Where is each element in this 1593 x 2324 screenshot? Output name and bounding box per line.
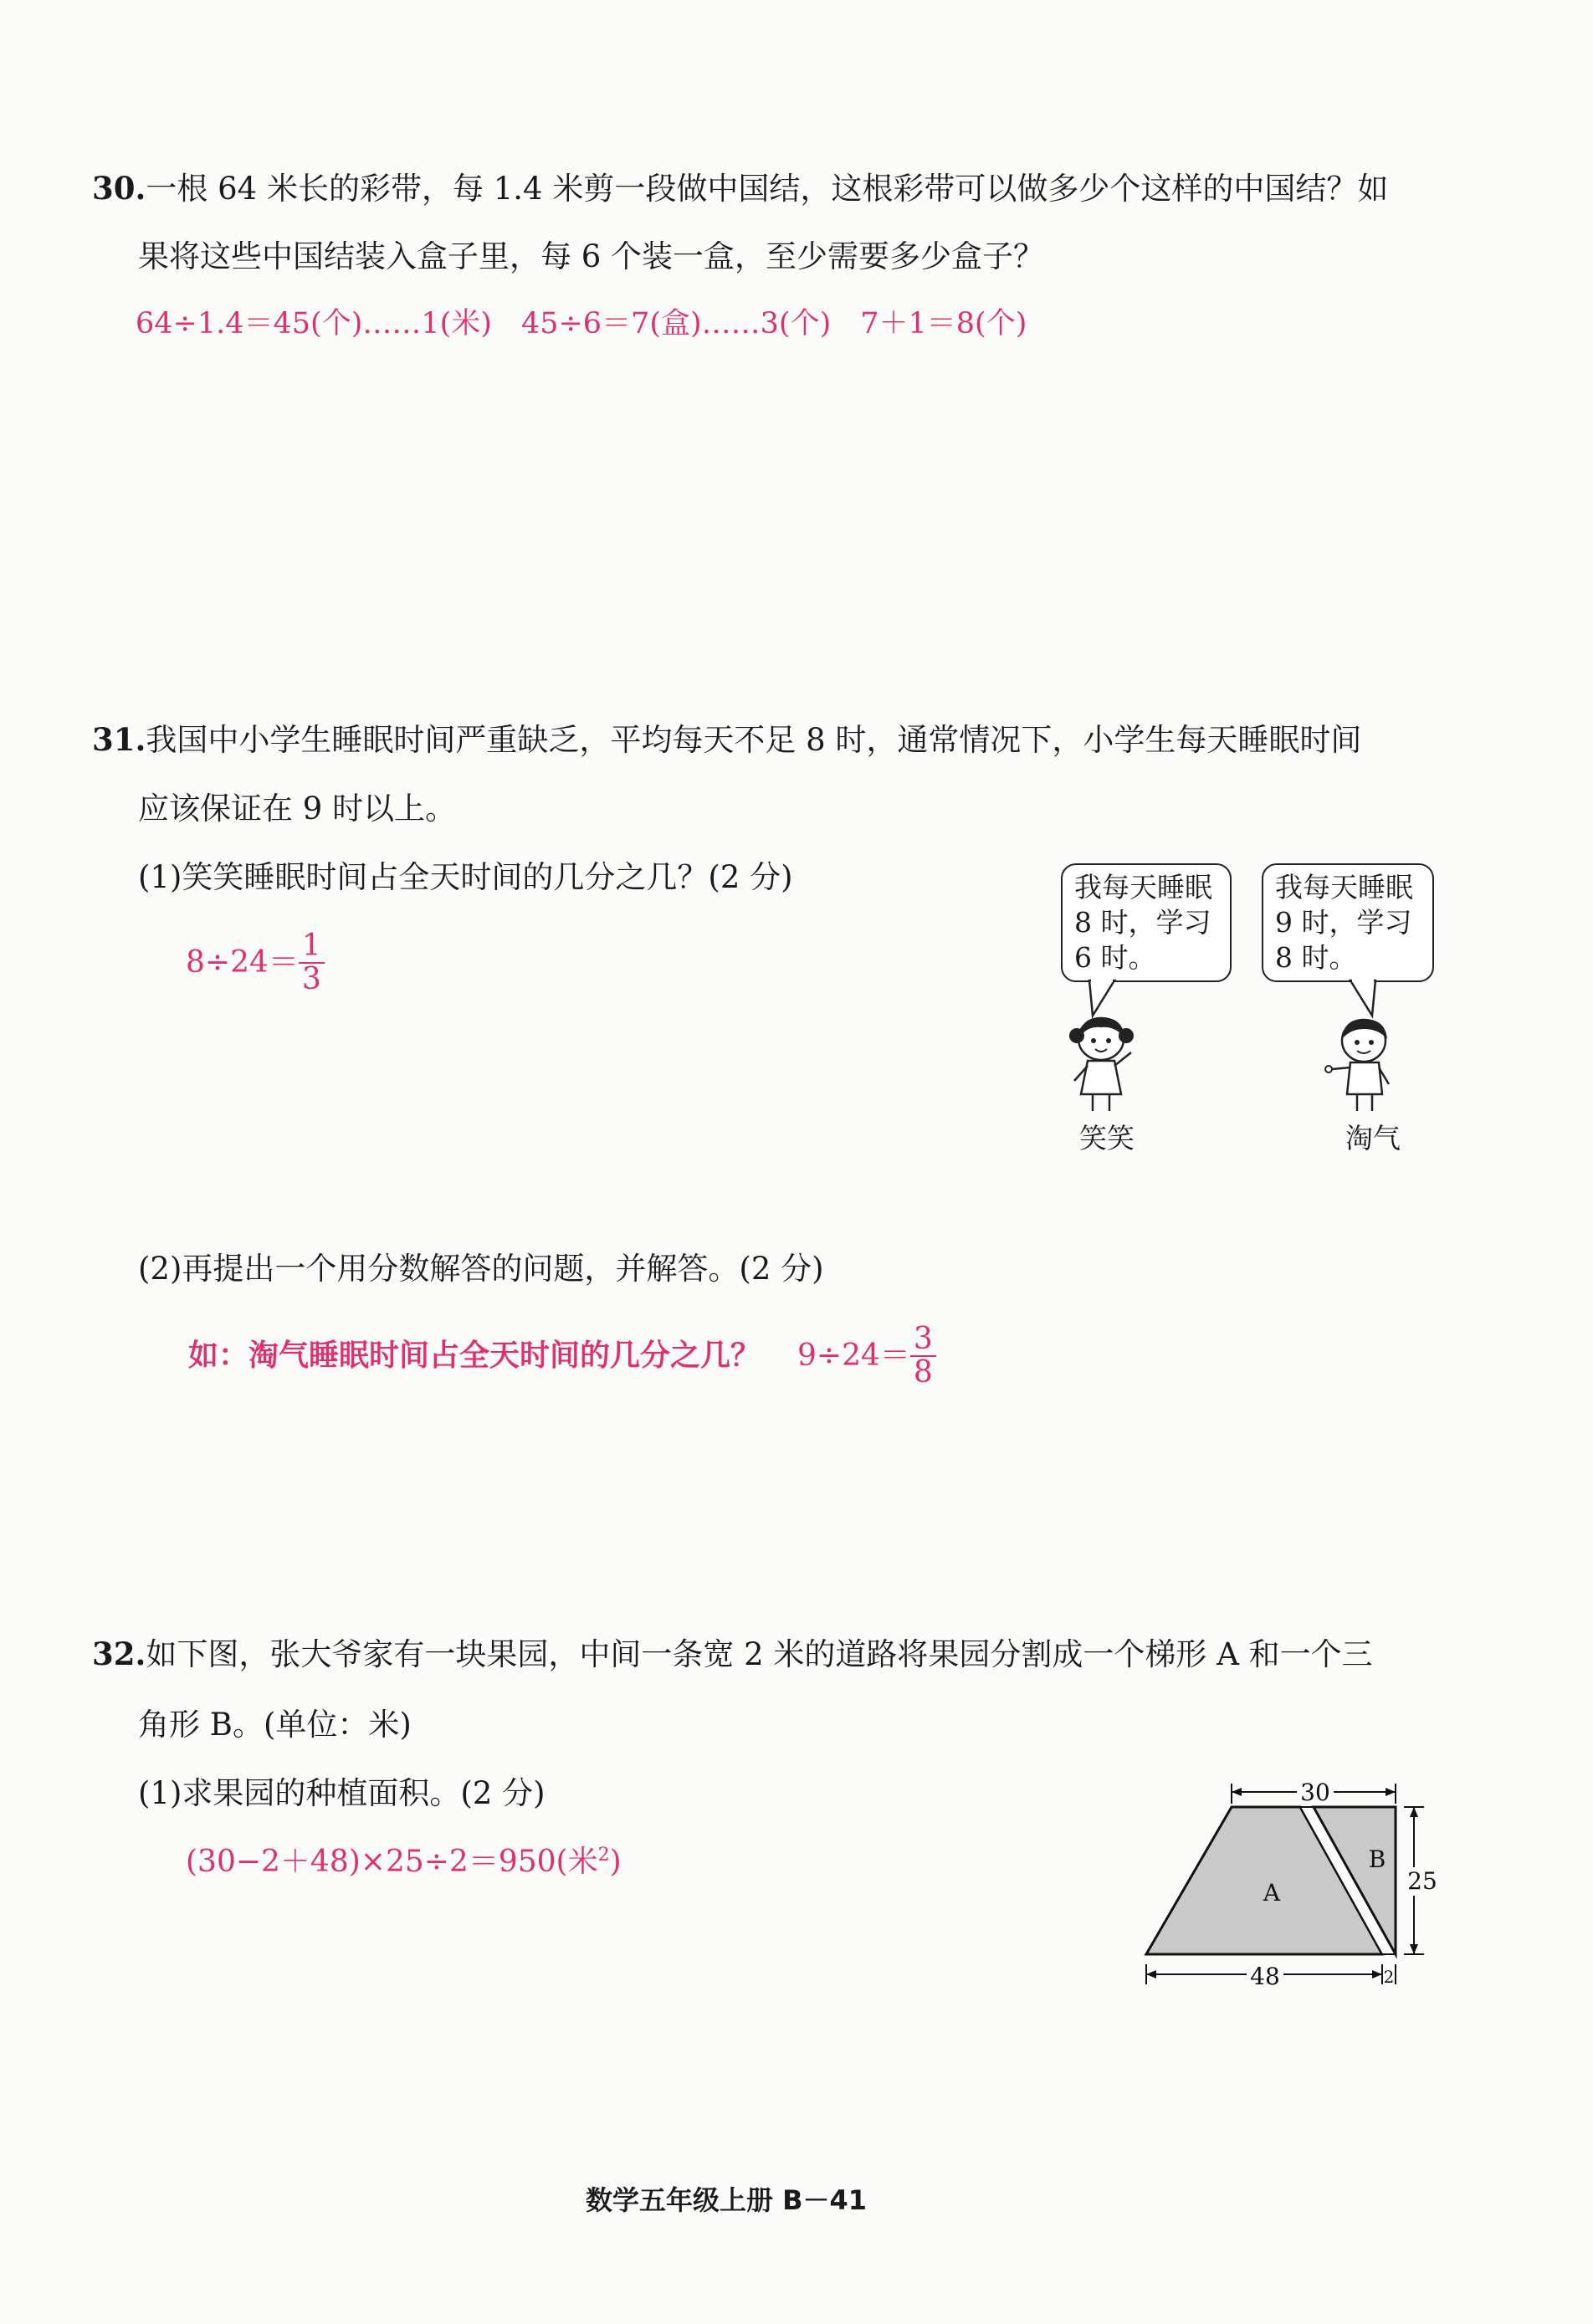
q30-number: 30. — [92, 170, 146, 207]
bubble-right-line1: 我每天睡眠 — [1275, 871, 1413, 903]
boy-illustration — [1315, 1014, 1407, 1114]
q31-part2-fraction-num: 3 — [910, 1323, 936, 1357]
q30-text-line1: 一根 64 米长的彩带，每 1.4 米剪一段做中国结，这根彩带可以做多少个这样的中国结？如 — [146, 171, 1389, 207]
q31-part1-prompt: (1)笑笑睡眠时间占全天时间的几分之几？(2 分) — [138, 859, 793, 895]
q30-line1 — [92, 170, 1388, 207]
q31-line1 — [92, 721, 1361, 759]
page-footer: 数学五年级上册 B－41 — [586, 2184, 868, 2216]
q30-text-line2: 果将这些中国结装入盒子里，每 6 个装一盒，至少需要多少盒子？ — [138, 238, 1045, 274]
q31-number: 31. — [92, 721, 146, 758]
q32-part1-answer-close: ) — [609, 1845, 622, 1879]
q32-part1-answer-main: (30−2＋48)×25÷2＝950(米 — [186, 1845, 598, 1879]
bubble-left-line3: 6 时。 — [1074, 941, 1156, 974]
bubble-left-line1: 我每天睡眠 — [1074, 871, 1212, 903]
q31-part2-prompt: (2)再提出一个用分数解答的问题，并解答。(2 分) — [138, 1251, 824, 1287]
q31-part2-answer-prefix: 9÷24＝ — [797, 1339, 910, 1374]
q31-part1-fraction-num: 1 — [299, 930, 325, 964]
q31-part1-fraction-den: 3 — [301, 961, 321, 996]
q31-part2-fraction-den: 8 — [913, 1354, 933, 1390]
bubble-right-line3: 8 时。 — [1275, 941, 1357, 974]
q32-text-line1: 如下图，张大爷家有一块果园，中间一条宽 2 米的道路将果园分割成一个梯形 A 和一个三 — [146, 1636, 1373, 1672]
bubble-left-line2: 8 时，学习 — [1074, 906, 1211, 939]
dim-right-label: 25 — [1407, 1867, 1437, 1895]
q31-part1-answer — [186, 930, 325, 996]
q32-number: 32. — [92, 1636, 146, 1672]
q31-text-line2: 应该保证在 9 时以上。 — [138, 791, 457, 827]
dim-top-label: 30 — [1300, 1779, 1330, 1806]
q32-part1-answer-sup: 2 — [597, 1845, 610, 1866]
speech-bubble-taoqi — [1262, 863, 1434, 982]
q31-part1-answer-prefix: 8÷24＝ — [186, 945, 299, 980]
dim-bottom-label: 48 — [1250, 1963, 1280, 1990]
dim-road-label: 2 — [1383, 1967, 1395, 1987]
q31-part2-answer-text: 如：淘气睡眠时间占全天时间的几分之几？ — [188, 1338, 761, 1374]
region-a-label: A — [1263, 1879, 1281, 1907]
q32-part1-prompt: (1)求果园的种植面积。(2 分) — [138, 1775, 546, 1811]
name-taoqi: 淘气 — [1345, 1122, 1401, 1154]
name-xiaoxiao: 笑笑 — [1079, 1122, 1135, 1154]
bubble-right-line2: 9 时，学习 — [1275, 906, 1412, 939]
orchard-figure — [1138, 1774, 1439, 1999]
q31-text-line1: 我国中小学生睡眠时间严重缺乏，平均每天不足 8 时，通常情况下，小学生每天睡眠时间 — [146, 722, 1362, 758]
q31-part1-fraction — [299, 930, 325, 996]
q30-answer: 64÷1.4＝45(个)……1(米) 45÷6＝7(盒)……3(个) 7＋1＝8(个) — [136, 307, 1027, 340]
q32-line1 — [92, 1636, 1373, 1673]
region-b-label: B — [1368, 1845, 1386, 1873]
q31-part2-answer — [188, 1323, 936, 1389]
q31-part2-fraction — [910, 1323, 936, 1389]
q32-text-line2: 角形 B。(单位：米) — [138, 1707, 412, 1743]
speech-bubble-xiaoxiao — [1061, 863, 1232, 982]
girl-illustration — [1056, 1014, 1148, 1114]
q32-part1-answer — [186, 1844, 622, 1880]
